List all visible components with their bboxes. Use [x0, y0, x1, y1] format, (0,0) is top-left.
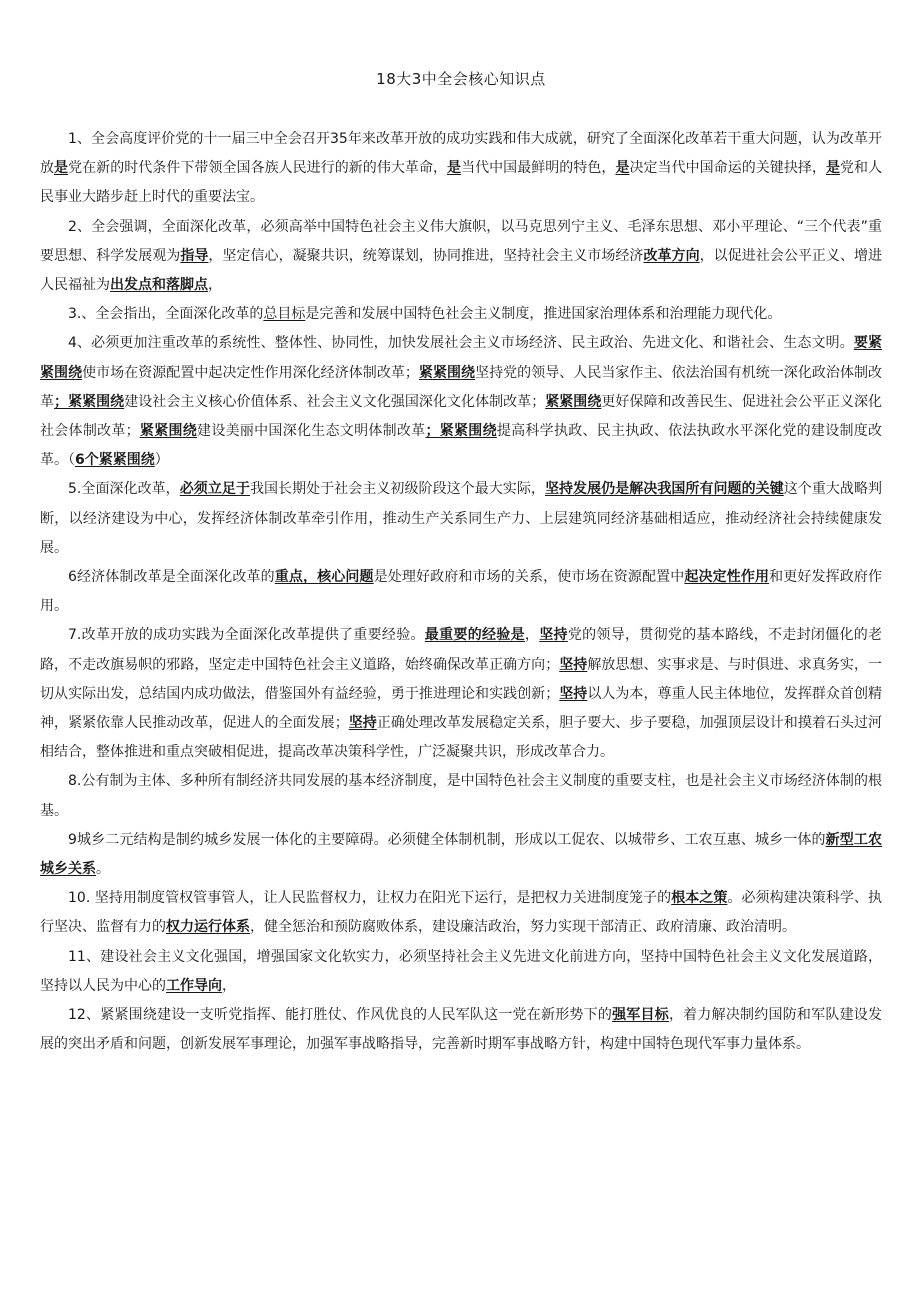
body-text: 11、建设社会主义文化强国，增强国家文化软实力，必须坚持社会主义先进文化前进方向，坚持中国特色社会主义文化发展道路，坚持以人民为中心的 [40, 948, 882, 994]
body-text: ） [154, 452, 169, 469]
body-text: 。 [96, 861, 110, 878]
emphasis-text: 是 [615, 160, 630, 177]
emphasis-text: 强军目标 [612, 1007, 669, 1024]
body-text: 建设美丽中国深化生态文明体制改革 [197, 423, 426, 440]
body-text: ， [524, 627, 540, 644]
emphasis-text: 根本之策 [671, 890, 728, 907]
document-title: 18大3中全会核心知识点 [376, 70, 546, 88]
emphasis-text: 工作导向 [166, 977, 222, 994]
body-text: 8.公有制为主体、多种所有制经济共同发展的基本经济制度，是中国特色社会主义制度的重要支柱，也是社会主义市场经济体制的根基。 [40, 773, 882, 819]
body-text: 2、全会强调，全面深化改革，必须高举中国特色社会主义伟大旗帜，以马克思列宁主义、毛泽东思想、邓小平理论、“三个代表”重要思想、科学发展观为 [40, 218, 882, 264]
emphasis-text: 最重要的经验是 [424, 627, 525, 644]
emphasis-text: 新型工农城乡关系 [40, 831, 882, 878]
body-text: 建设社会主义核心价值体系、社会主义文化强国深化文化体制改革； [124, 393, 546, 410]
body-text: 更好保障和改善民生、促进社会公平正义深化社会体制改革； [40, 393, 883, 440]
paragraph-12 [40, 1001, 882, 1059]
paragraph-8 [40, 767, 882, 825]
paragraph-7 [40, 621, 882, 767]
emphasis-text: 重点，核心问题 [274, 569, 374, 586]
body-text: 当代中国最鲜明的特色， [461, 160, 616, 177]
emphasis-text: 坚持发展仍是解决我国所有问题的关键 [544, 481, 784, 498]
emphasis-text: 指导 [180, 247, 209, 264]
body-text: 坚持党的领导、人民当家作主、依法治国有机统一深化政治体制改革 [40, 364, 883, 410]
body-text: ， [208, 277, 222, 294]
body-text: 6经济体制改革是全面深化改革的 [68, 569, 275, 586]
emphasis-text: 是 [54, 160, 69, 177]
emphasis-text: ；紧紧围绕 [54, 393, 125, 410]
emphasis-text: 起决定性作用 [684, 569, 770, 586]
body-text: ，健全惩治和预防腐败体系，建设廉洁政治，努力实现干部清正、政府清廉、政治清明。 [250, 919, 796, 936]
paragraph-3 [40, 300, 882, 329]
emphasis-text: 6个紧紧围绕 [75, 452, 155, 469]
paragraph-9 [40, 826, 882, 884]
emphasis-text: 坚持 [539, 627, 568, 644]
body-text: 提高科学执政、民主执政、依法执政水平深化党的建设制度改革。（ [40, 423, 883, 469]
body-text: 10. 坚持用制度管权管事管人，让人民监督权力，让权力在阳光下运行，是把权力关进制度笼子的 [68, 890, 672, 907]
emphasis-text: 坚持 [348, 715, 377, 732]
document-body [40, 125, 882, 1060]
emphasis-text: 紧紧围绕 [545, 393, 602, 410]
body-text: 是处理好政府和市场的关系，使市场在资源配置中 [373, 569, 685, 586]
body-text: 1、全会高度评价党的十一届三中全会召开35年来改革开放的成功实践和伟大成就，研究了全面深化改革若干重大问题，认为改革开放 [40, 131, 882, 177]
paragraph-10 [40, 884, 882, 942]
body-text: 。必须构建决策科学、执行坚决、监督有力的 [40, 890, 883, 936]
body-text: 以人为本，尊重人民主体地位，发挥群众首创精神，紧紧依靠人民推动改革，促进人的全面发展； [40, 685, 883, 732]
body-text: 党的领导，贯彻党的基本路线，不走封闭僵化的老路，不走改旗易帜的邪路，坚定走中国特色社会主义道路，始终确保改革正确方向； [40, 627, 883, 673]
paragraph-5 [40, 475, 882, 563]
emphasis-text: 坚持 [559, 656, 588, 673]
paragraph-2 [40, 213, 882, 301]
body-text: 3.、全会指出，全面深化改革的 [68, 306, 264, 323]
body-text: 决定当代中国命运的关键抉择， [629, 160, 826, 177]
body-text: 和更好发挥政府作用。 [40, 569, 883, 615]
emphasis-text: 是 [825, 160, 841, 177]
body-text: ，以促进社会公平正义、增进人民福祉为 [40, 247, 883, 294]
body-text: 我国长期处于社会主义初级阶段这个最大实际， [249, 481, 545, 498]
document-page [40, 60, 882, 1060]
body-text: 解放思想、实事求是、与时俱进、求真务实，一切从实际出发，总结国内成功做法，借鉴国外有益经验，勇于推进理论和实践创新； [40, 656, 883, 702]
body-text: 是完善和发展中国特色社会主义制度，推进国家治理体系和治理能力现代化。 [305, 306, 782, 323]
body-text: 这个重大战略判断，以经济建设为中心，发挥经济体制改革牵引作用，推动生产关系同生产力、上层建筑同经济基础相适应，推动经济社会持续健康发展。 [40, 481, 883, 556]
body-text: 4、必须更加注重改革的系统性、整体性、协同性，加快发展社会主义市场经济、民主政治、先进文化、和谐社会、生态文明。 [68, 335, 854, 352]
paragraph-6 [40, 563, 882, 621]
body-text: 9城乡二元结构是制约城乡发展一体化的主要障碍。必须健全体制机制，形成以工促农、以城带乡、工农互惠、城乡一体的 [68, 831, 826, 848]
body-text: 12、紧紧围绕建设一支听党指挥、能打胜仗、作风优良的人民军队这一党在新形势下的 [68, 1007, 613, 1024]
body-text: ， [222, 977, 236, 994]
emphasis-text: 要紧紧围绕 [40, 335, 882, 381]
paragraph-1 [40, 125, 882, 213]
body-text: 5.全面深化改革， [68, 481, 180, 498]
underlined-text: 总目标 [263, 306, 306, 323]
emphasis-text: 紧紧围绕 [418, 364, 476, 381]
emphasis-text: 改革方向 [643, 247, 700, 264]
emphasis-text: 权力运行体系 [166, 919, 250, 936]
emphasis-text: 紧紧围绕 [139, 423, 198, 440]
body-text: ，坚定信心，凝聚共识，统筹谋划，协同推进，坚持社会主义市场经济 [208, 247, 644, 264]
body-text: 党在新的时代条件下带领全国各族人民进行的新的伟大革命， [68, 160, 448, 177]
emphasis-text: 出发点和落脚点 [110, 277, 208, 294]
emphasis-text: 坚持 [559, 685, 588, 702]
emphasis-text: 必须立足于 [179, 481, 250, 498]
paragraph-11 [40, 943, 882, 1001]
body-text: 7.改革开放的成功实践为全面深化改革提供了重要经验。 [68, 627, 425, 644]
body-text: 党和人民事业大踏步赶上时代的重要法宝。 [40, 160, 883, 206]
body-text: ，着力解决制约国防和军队建设发展的突出矛盾和问题，创新发展军事理论，加强军事战略指导，完善新时期军事战略方针，构建中国特色现代军事力量体系。 [40, 1007, 883, 1053]
body-text: 正确处理改革发展稳定关系，胆子要大、步子要稳，加强顶层设计和摸着石头过河相结合，整体推进和重点突破相促进，提高改革决策科学性，广泛凝聚共识，形成改革合力。 [40, 715, 883, 761]
emphasis-text: ；紧紧围绕 [425, 423, 497, 440]
body-text: 使市场在资源配置中起决定性作用深化经济体制改革； [82, 364, 419, 381]
paragraph-4 [40, 329, 882, 475]
emphasis-text: 是 [447, 160, 462, 177]
